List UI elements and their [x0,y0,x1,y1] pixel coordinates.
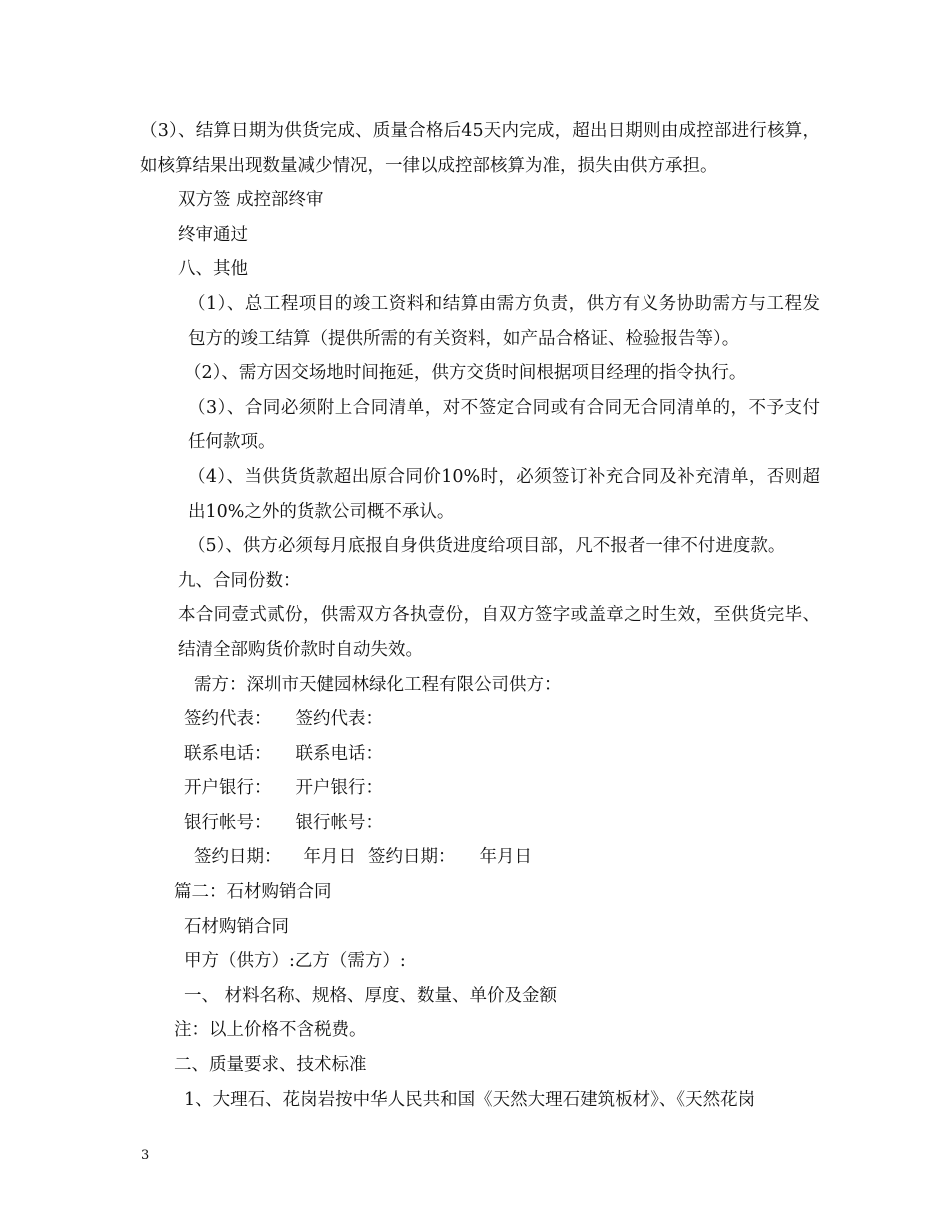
clause-1-heading: 一、 材料名称、规格、厚度、数量、单价及金额 [184,985,558,1006]
section-heading-copies: 九、合同份数： [178,570,301,591]
date-value-left: 年月日 [303,847,356,868]
contract-title: 石材购销合同 [184,916,289,937]
paragraph-other-5: （5）、供方必须每月底报自身供货进度给项目部，凡不报者一律不付进度款。 [188,536,786,557]
paragraph-other-2: （2）、需方因交场地时间拖延，供方交货时间根据项目经理的指令执行。 [184,363,747,384]
signature-row [140,737,820,772]
document-body [140,114,820,1117]
signature-label-left: 签约代表： [184,709,272,730]
price-note: 注：以上价格不含税费。 [174,1020,367,1041]
paragraph-parties: 需方：深圳市天健园林绿化工程有限公司供方： [194,674,562,695]
signature-label-left: 联系电话： [184,743,272,764]
signature-label-right: 银行帐号： [295,812,383,833]
paragraph-other-4: （4）、当供货货款超出原合同价10%时，必须签订补充合同及补充清单，否则超出10%之外的货款公司概不承认。 [188,466,820,522]
signature-row [140,806,820,841]
date-label-right: 签约日期： [368,847,456,868]
signature-date-row [140,840,820,875]
clause-2-heading: 二、质量要求、技术标准 [174,1055,367,1076]
paragraph-other-3: （3）、合同必须附上合同清单，对不签定合同或有合同无合同清单的，不予支付任何款项。 [188,397,820,453]
paragraph-copies: 本合同壹式贰份，供需双方各执壹份，自双方签字或盖章之时生效，至供货完毕、结清全部购货价款时自动失效。 [178,605,820,660]
paragraph-review-passed: 终审通过 [178,224,248,245]
signature-label-right: 签约代表： [295,709,383,730]
section-heading-other: 八、其他 [178,259,248,280]
signature-row [140,771,820,806]
paragraph-final-review: 双方签 成控部终审 [178,190,324,211]
date-label-left: 签约日期： [194,847,282,868]
page-number: 3 [141,1148,150,1163]
paragraph-settlement-date: （3）、结算日期为供货完成、质量合格后45天内完成，超出日期则由成控部进行核算，如核算结果出现数量减少情况，一律以成控部核算为准，损失由供方承担。 [140,121,820,176]
signature-label-left: 银行帐号： [184,812,272,833]
signature-row [140,702,820,737]
date-value-right: 年月日 [479,847,532,868]
paragraph-other-1: （1）、总工程项目的竣工资料和结算由需方负责，供方有义务协助需方与工程发包方的竣工结算（提供所需的有关资料，如产品合格证、检验报告等）。 [188,293,820,349]
signature-label-right: 联系电话： [295,743,383,764]
contract-parties: 甲方（供方）:乙方（需方）: [184,951,406,972]
signature-label-left: 开户银行： [184,778,272,799]
clause-2-item-1: 1、大理石、花岗岩按中华人民共和国《天然大理石建筑板材》、《天然花岗 [184,1089,756,1110]
section-heading-stone-contract: 篇二：石材购销合同 [174,882,332,903]
signature-label-right: 开户银行： [295,778,383,799]
